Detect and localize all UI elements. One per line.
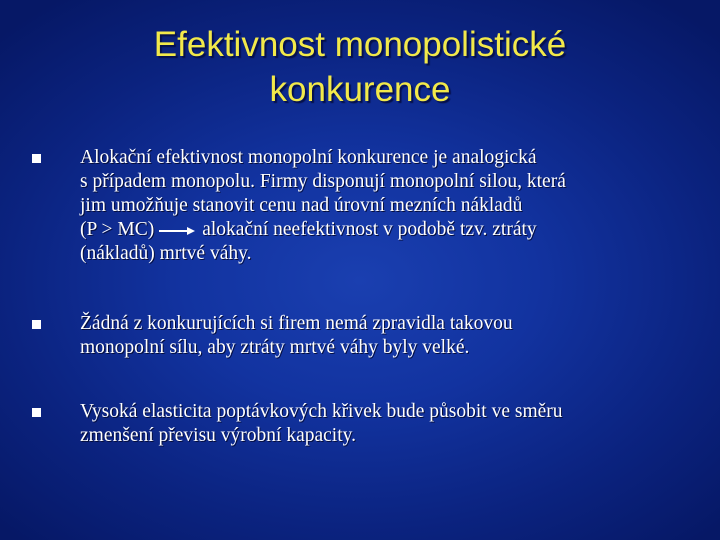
- bullet-1-line-4-start: (P > MC): [80, 219, 155, 240]
- bullet-2-line-2: monopolní sílu, aby ztráty mrtvé váhy byly velké.: [80, 337, 470, 358]
- slide-title-line-2: konkurence: [269, 70, 451, 109]
- slide-title: [0, 22, 720, 112]
- bullet-1-line-4-end: alokační neefektivnost v podobě tzv. ztráty: [202, 219, 537, 240]
- square-bullet-icon: [32, 408, 41, 417]
- bullet-3-line-2: zmenšení převisu výrobní kapacity.: [80, 425, 356, 446]
- bullet-1-line-2: s případem monopolu. Firmy disponují monopolní silou, která: [80, 171, 566, 192]
- square-bullet-icon: [32, 320, 41, 329]
- slide-title-line-1: Efektivnost monopolistické: [153, 25, 567, 64]
- bullet-text-1: [80, 146, 710, 266]
- bullet-text-3: [80, 400, 710, 448]
- bullet-1-line-3: jim umožňuje stanovit cenu nad úrovní mezních nákladů: [80, 195, 523, 216]
- square-bullet-icon: [32, 154, 41, 163]
- right-arrow-icon: [158, 225, 196, 237]
- bullet-1-line-5: (nákladů) mrtvé váhy.: [80, 243, 252, 264]
- bullet-text-2: [80, 312, 710, 360]
- bullet-3-line-1: Vysoká elasticita poptávkových křivek bude působit ve směru: [80, 401, 563, 422]
- bullet-2-line-1: Žádná z konkurujících si firem nemá zpravidla takovou: [80, 313, 513, 334]
- bullet-1-line-1: Alokační efektivnost monopolní konkurence je analogická: [80, 147, 537, 168]
- bullet-1-line-4: [80, 218, 710, 242]
